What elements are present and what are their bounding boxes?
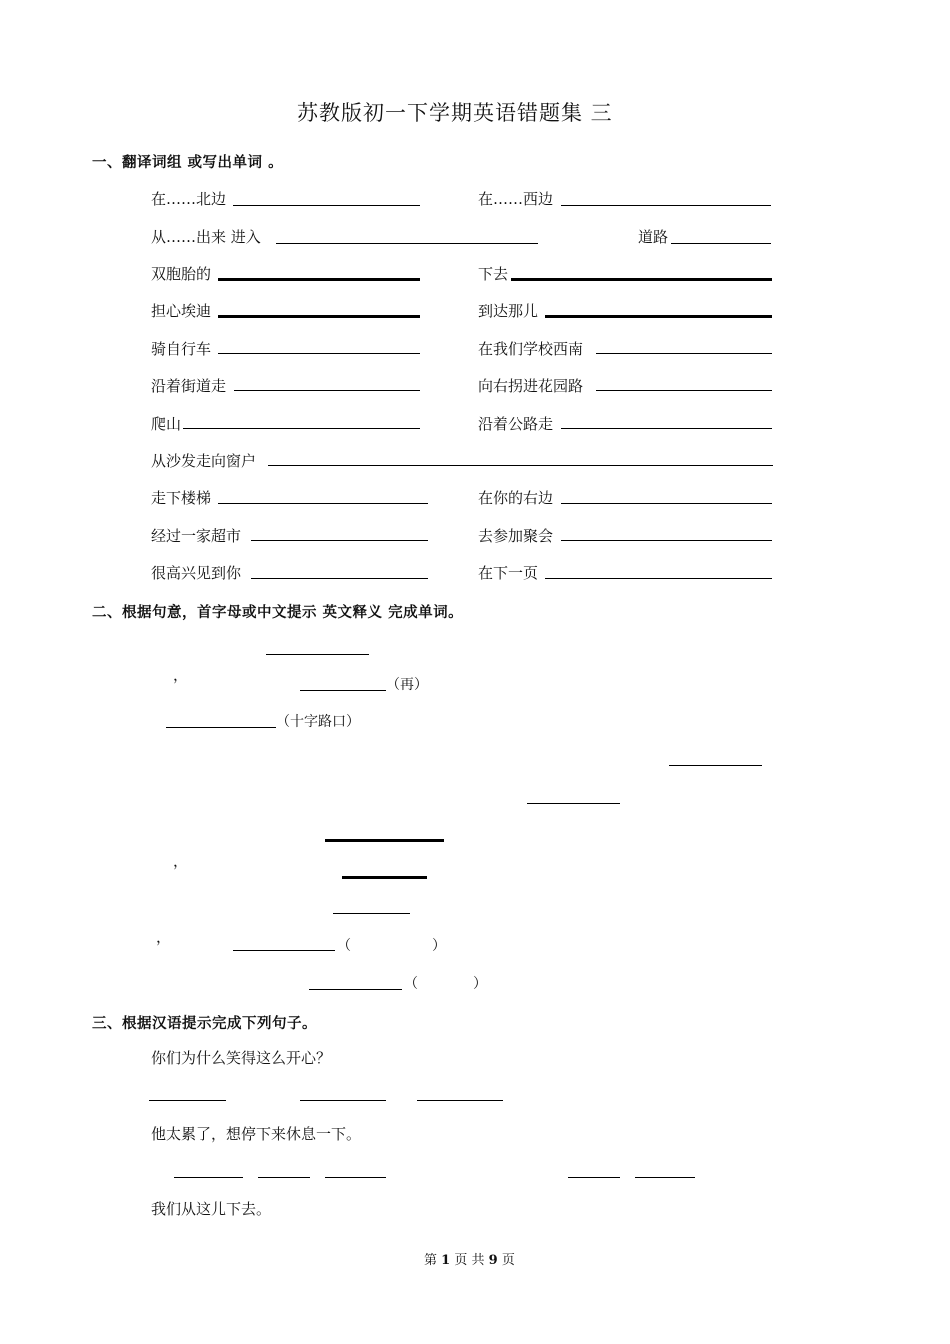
phrase-label: 在……北边 xyxy=(151,190,227,208)
answer-blank[interactable] xyxy=(342,876,427,879)
phrase-label: 在……西边 xyxy=(478,190,554,208)
phrase-label: 沿着街道走 xyxy=(151,377,227,395)
phrase-label: 担心埃迪 xyxy=(151,302,212,320)
answer-blank[interactable] xyxy=(218,278,420,281)
answer-blank[interactable] xyxy=(527,803,620,804)
footer-suffix: 页 xyxy=(501,1253,515,1268)
hint-again: （再） xyxy=(386,677,428,693)
footer-total-pages: 9 xyxy=(488,1253,498,1268)
answer-blank[interactable] xyxy=(266,654,369,655)
answer-blank[interactable] xyxy=(251,540,428,541)
comma-mark: ， xyxy=(173,852,189,870)
phrase-label: 双胞胎的 xyxy=(151,265,212,283)
answer-blank[interactable] xyxy=(561,205,771,206)
answer-blank[interactable] xyxy=(183,428,420,429)
hint-paren-close: ） xyxy=(473,976,487,992)
answer-blank[interactable] xyxy=(233,205,420,206)
phrase-label: 向右拐进花园路 xyxy=(478,377,584,395)
answer-blank[interactable] xyxy=(561,540,772,541)
answer-blank[interactable] xyxy=(671,243,771,244)
page-title: 苏教版初一下学期英语错题集 三 xyxy=(297,101,613,125)
phrase-label: 从……出来 进入 xyxy=(151,228,261,246)
answer-blank[interactable] xyxy=(276,243,538,244)
hint-paren-close: ） xyxy=(432,938,446,954)
answer-blank[interactable] xyxy=(545,578,772,579)
answer-blank[interactable] xyxy=(669,765,762,766)
answer-blank[interactable] xyxy=(300,1100,386,1101)
answer-blank[interactable] xyxy=(309,989,402,990)
answer-blank[interactable] xyxy=(596,390,772,391)
section-3-heading: 三、根据汉语提示完成下列句子。 xyxy=(92,1016,317,1032)
answer-blank[interactable] xyxy=(218,315,420,318)
answer-blank[interactable] xyxy=(561,503,772,504)
answer-blank[interactable] xyxy=(300,690,386,691)
phrase-label: 道路 xyxy=(638,228,669,246)
phrase-label: 走下楼梯 xyxy=(151,489,212,507)
answer-blank[interactable] xyxy=(545,315,772,318)
phrase-label: 爬山 xyxy=(151,415,182,433)
phrase-label: 沿着公路走 xyxy=(478,415,554,433)
phrase-label: 去参加聚会 xyxy=(478,527,554,545)
phrase-label: 在下一页 xyxy=(478,564,539,582)
sentence-prompt: 我们从这儿下去。 xyxy=(151,1200,272,1218)
comma-mark: ， xyxy=(156,928,172,946)
answer-blank[interactable] xyxy=(635,1177,695,1178)
answer-blank[interactable] xyxy=(233,950,335,951)
footer-prefix: 第 xyxy=(424,1253,438,1268)
phrase-label: 很高兴见到你 xyxy=(151,564,242,582)
phrase-label: 到达那儿 xyxy=(478,302,539,320)
answer-blank[interactable] xyxy=(333,913,410,914)
answer-blank[interactable] xyxy=(325,1177,386,1178)
sentence-prompt: 你们为什么笑得这么开心？ xyxy=(151,1049,332,1067)
answer-blank[interactable] xyxy=(511,278,772,281)
phrase-label: 经过一家超市 xyxy=(151,527,242,545)
hint-paren-open: （ xyxy=(404,976,418,992)
answer-blank[interactable] xyxy=(268,465,773,466)
footer-mid: 页 共 xyxy=(454,1253,485,1268)
answer-blank[interactable] xyxy=(258,1177,310,1178)
phrase-label: 下去 xyxy=(478,265,509,283)
phrase-label: 骑自行车 xyxy=(151,340,212,358)
answer-blank[interactable] xyxy=(568,1177,620,1178)
answer-blank[interactable] xyxy=(325,839,444,842)
footer-page-number: 1 xyxy=(441,1253,451,1268)
phrase-label: 在我们学校西南 xyxy=(478,340,584,358)
comma-mark: ， xyxy=(173,666,189,684)
answer-blank[interactable] xyxy=(166,727,276,728)
sentence-prompt: 他太累了，想停下来休息一下。 xyxy=(151,1125,362,1143)
answer-blank[interactable] xyxy=(251,578,428,579)
page-footer xyxy=(424,1249,515,1268)
answer-blank[interactable] xyxy=(596,353,772,354)
section-2-heading: 二、根据句意，首字母或中文提示 英文释义 完成单词。 xyxy=(92,605,464,621)
answer-blank[interactable] xyxy=(218,353,420,354)
answer-blank[interactable] xyxy=(417,1100,503,1101)
phrase-label: 在你的右边 xyxy=(478,489,554,507)
answer-blank[interactable] xyxy=(561,428,772,429)
hint-crossroads: （十字路口） xyxy=(276,714,360,730)
phrase-label: 从沙发走向窗户 xyxy=(151,452,257,470)
answer-blank[interactable] xyxy=(218,503,428,504)
answer-blank[interactable] xyxy=(234,390,420,391)
hint-paren-open: （ xyxy=(337,938,351,954)
answer-blank[interactable] xyxy=(149,1100,226,1101)
section-1-heading: 一、翻译词组 或写出单词 。 xyxy=(92,155,284,171)
answer-blank[interactable] xyxy=(174,1177,243,1178)
